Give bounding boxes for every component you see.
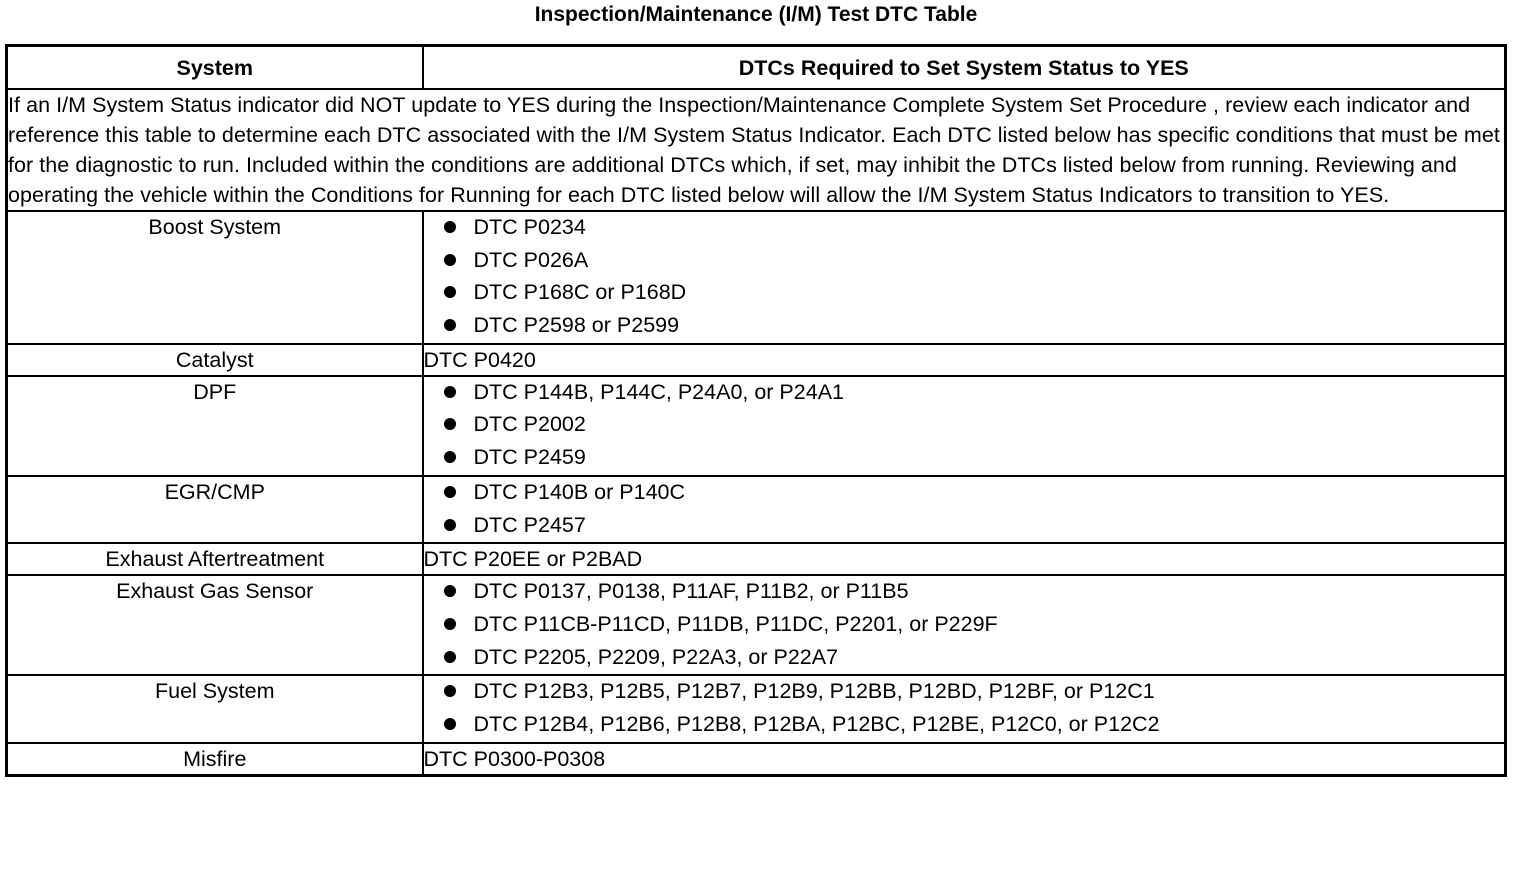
dtc-item-text: DTC P0137, P0138, P11AF, P11B2, or P11B5 <box>473 579 909 604</box>
system-cell: Catalyst <box>7 344 423 376</box>
dtc-item-text: DTC P11CB-P11CD, P11DB, P11DC, P2201, or P229F <box>473 611 998 636</box>
table-row <box>7 675 1506 742</box>
dtc-list <box>424 477 1505 542</box>
bullet-icon <box>444 618 456 630</box>
intro-row <box>7 89 1506 211</box>
list-item <box>424 212 1505 245</box>
bullet-icon <box>444 585 456 597</box>
dtc-cell <box>423 575 1506 675</box>
dtc-cell <box>423 476 1506 543</box>
list-item <box>424 377 1505 410</box>
bullet-icon <box>444 418 456 430</box>
system-cell: Misfire <box>7 743 423 776</box>
system-cell: EGR/CMP <box>7 476 423 543</box>
list-item <box>424 477 1505 510</box>
bullet-icon <box>444 319 456 331</box>
table-row <box>7 211 1506 344</box>
bullet-icon <box>444 685 456 697</box>
list-item <box>424 676 1505 709</box>
list-item <box>424 409 1505 442</box>
header-row <box>7 46 1506 90</box>
table-title: Inspection/Maintenance (I/M) Test DTC Table <box>534 3 978 26</box>
table-row <box>7 575 1506 675</box>
list-item <box>424 576 1505 609</box>
dtc-cell: DTC P20EE or P2BAD <box>423 543 1506 575</box>
bullet-icon <box>444 451 456 463</box>
dtc-list <box>424 212 1505 343</box>
dtc-item-text: DTC P0234 <box>473 215 586 239</box>
header-system: System <box>7 46 423 90</box>
list-item <box>424 709 1505 742</box>
list-item <box>424 310 1505 343</box>
dtc-item-text: DTC P12B4, P12B6, P12B8, P12BA, P12BC, P12BE, P12C0, or P12C2 <box>473 711 1160 736</box>
bullet-icon <box>444 221 456 233</box>
dtc-table <box>5 44 1507 777</box>
dtc-item-text: DTC P2457 <box>473 512 586 537</box>
dtc-item-text: DTC P026A <box>473 247 589 272</box>
table-row <box>7 543 1506 575</box>
dtc-cell: DTC P0420 <box>423 344 1506 376</box>
table-row <box>7 376 1506 476</box>
system-cell: Exhaust Gas Sensor <box>7 575 423 675</box>
dtc-item-text: DTC P168C or P168D <box>473 280 687 305</box>
dtc-item-text: DTC P140B or P140C <box>473 479 686 504</box>
dtc-item-text: DTC P2459 <box>473 445 586 470</box>
header-dtcs: DTCs Required to Set System Status to YES <box>423 46 1506 90</box>
dtc-list <box>424 377 1505 475</box>
dtc-cell: DTC P0300-P0308 <box>423 743 1506 776</box>
list-item <box>424 609 1505 642</box>
bullet-icon <box>444 486 456 498</box>
dtc-item-text: DTC P144B, P144C, P24A0, or P24A1 <box>473 379 844 404</box>
bullet-icon <box>444 519 456 531</box>
list-item <box>424 510 1505 543</box>
bullet-icon <box>444 651 456 663</box>
intro-text: If an I/M System Status indicator did NOT update to YES during the Inspection/Maintenance Complete System Set Procedure , review each indicator and reference this table to determine each DTC associated with the I/M System Status Indicator. Each DTC listed below has specific conditions that must be met for the diagnostic to run. Included within the conditions are additional DTCs which, if set, may inhibit the DTCs listed below from running. Reviewing and operating the vehicle within the Conditions for Running for each DTC listed below will allow the I/M System Status Indicators to transition to YES. <box>7 89 1506 211</box>
bullet-icon <box>444 254 456 266</box>
dtc-item-text: DTC P2205, P2209, P22A3, or P22A7 <box>473 644 839 669</box>
dtc-item-text: DTC P2002 <box>473 412 586 437</box>
dtc-cell <box>423 376 1506 476</box>
bullet-icon <box>444 386 456 398</box>
list-item <box>424 277 1505 310</box>
table-row <box>7 344 1506 376</box>
system-cell: DPF <box>7 376 423 476</box>
system-cell: Boost System <box>7 211 423 344</box>
table-row <box>7 743 1506 776</box>
bullet-icon <box>444 286 456 298</box>
dtc-cell <box>423 675 1506 742</box>
dtc-item-text: DTC P12B3, P12B5, P12B7, P12B9, P12BB, P12BD, P12BF, or P12C1 <box>473 679 1155 704</box>
dtc-list <box>424 676 1505 741</box>
system-cell: Fuel System <box>7 675 423 742</box>
list-item <box>424 642 1505 675</box>
list-item <box>424 442 1505 475</box>
table-row <box>7 476 1506 543</box>
dtc-item-text: DTC P2598 or P2599 <box>473 313 680 338</box>
bullet-icon <box>444 718 456 730</box>
dtc-list <box>424 576 1505 674</box>
system-cell: Exhaust Aftertreatment <box>7 543 423 575</box>
dtc-cell <box>423 211 1506 344</box>
list-item <box>424 245 1505 278</box>
